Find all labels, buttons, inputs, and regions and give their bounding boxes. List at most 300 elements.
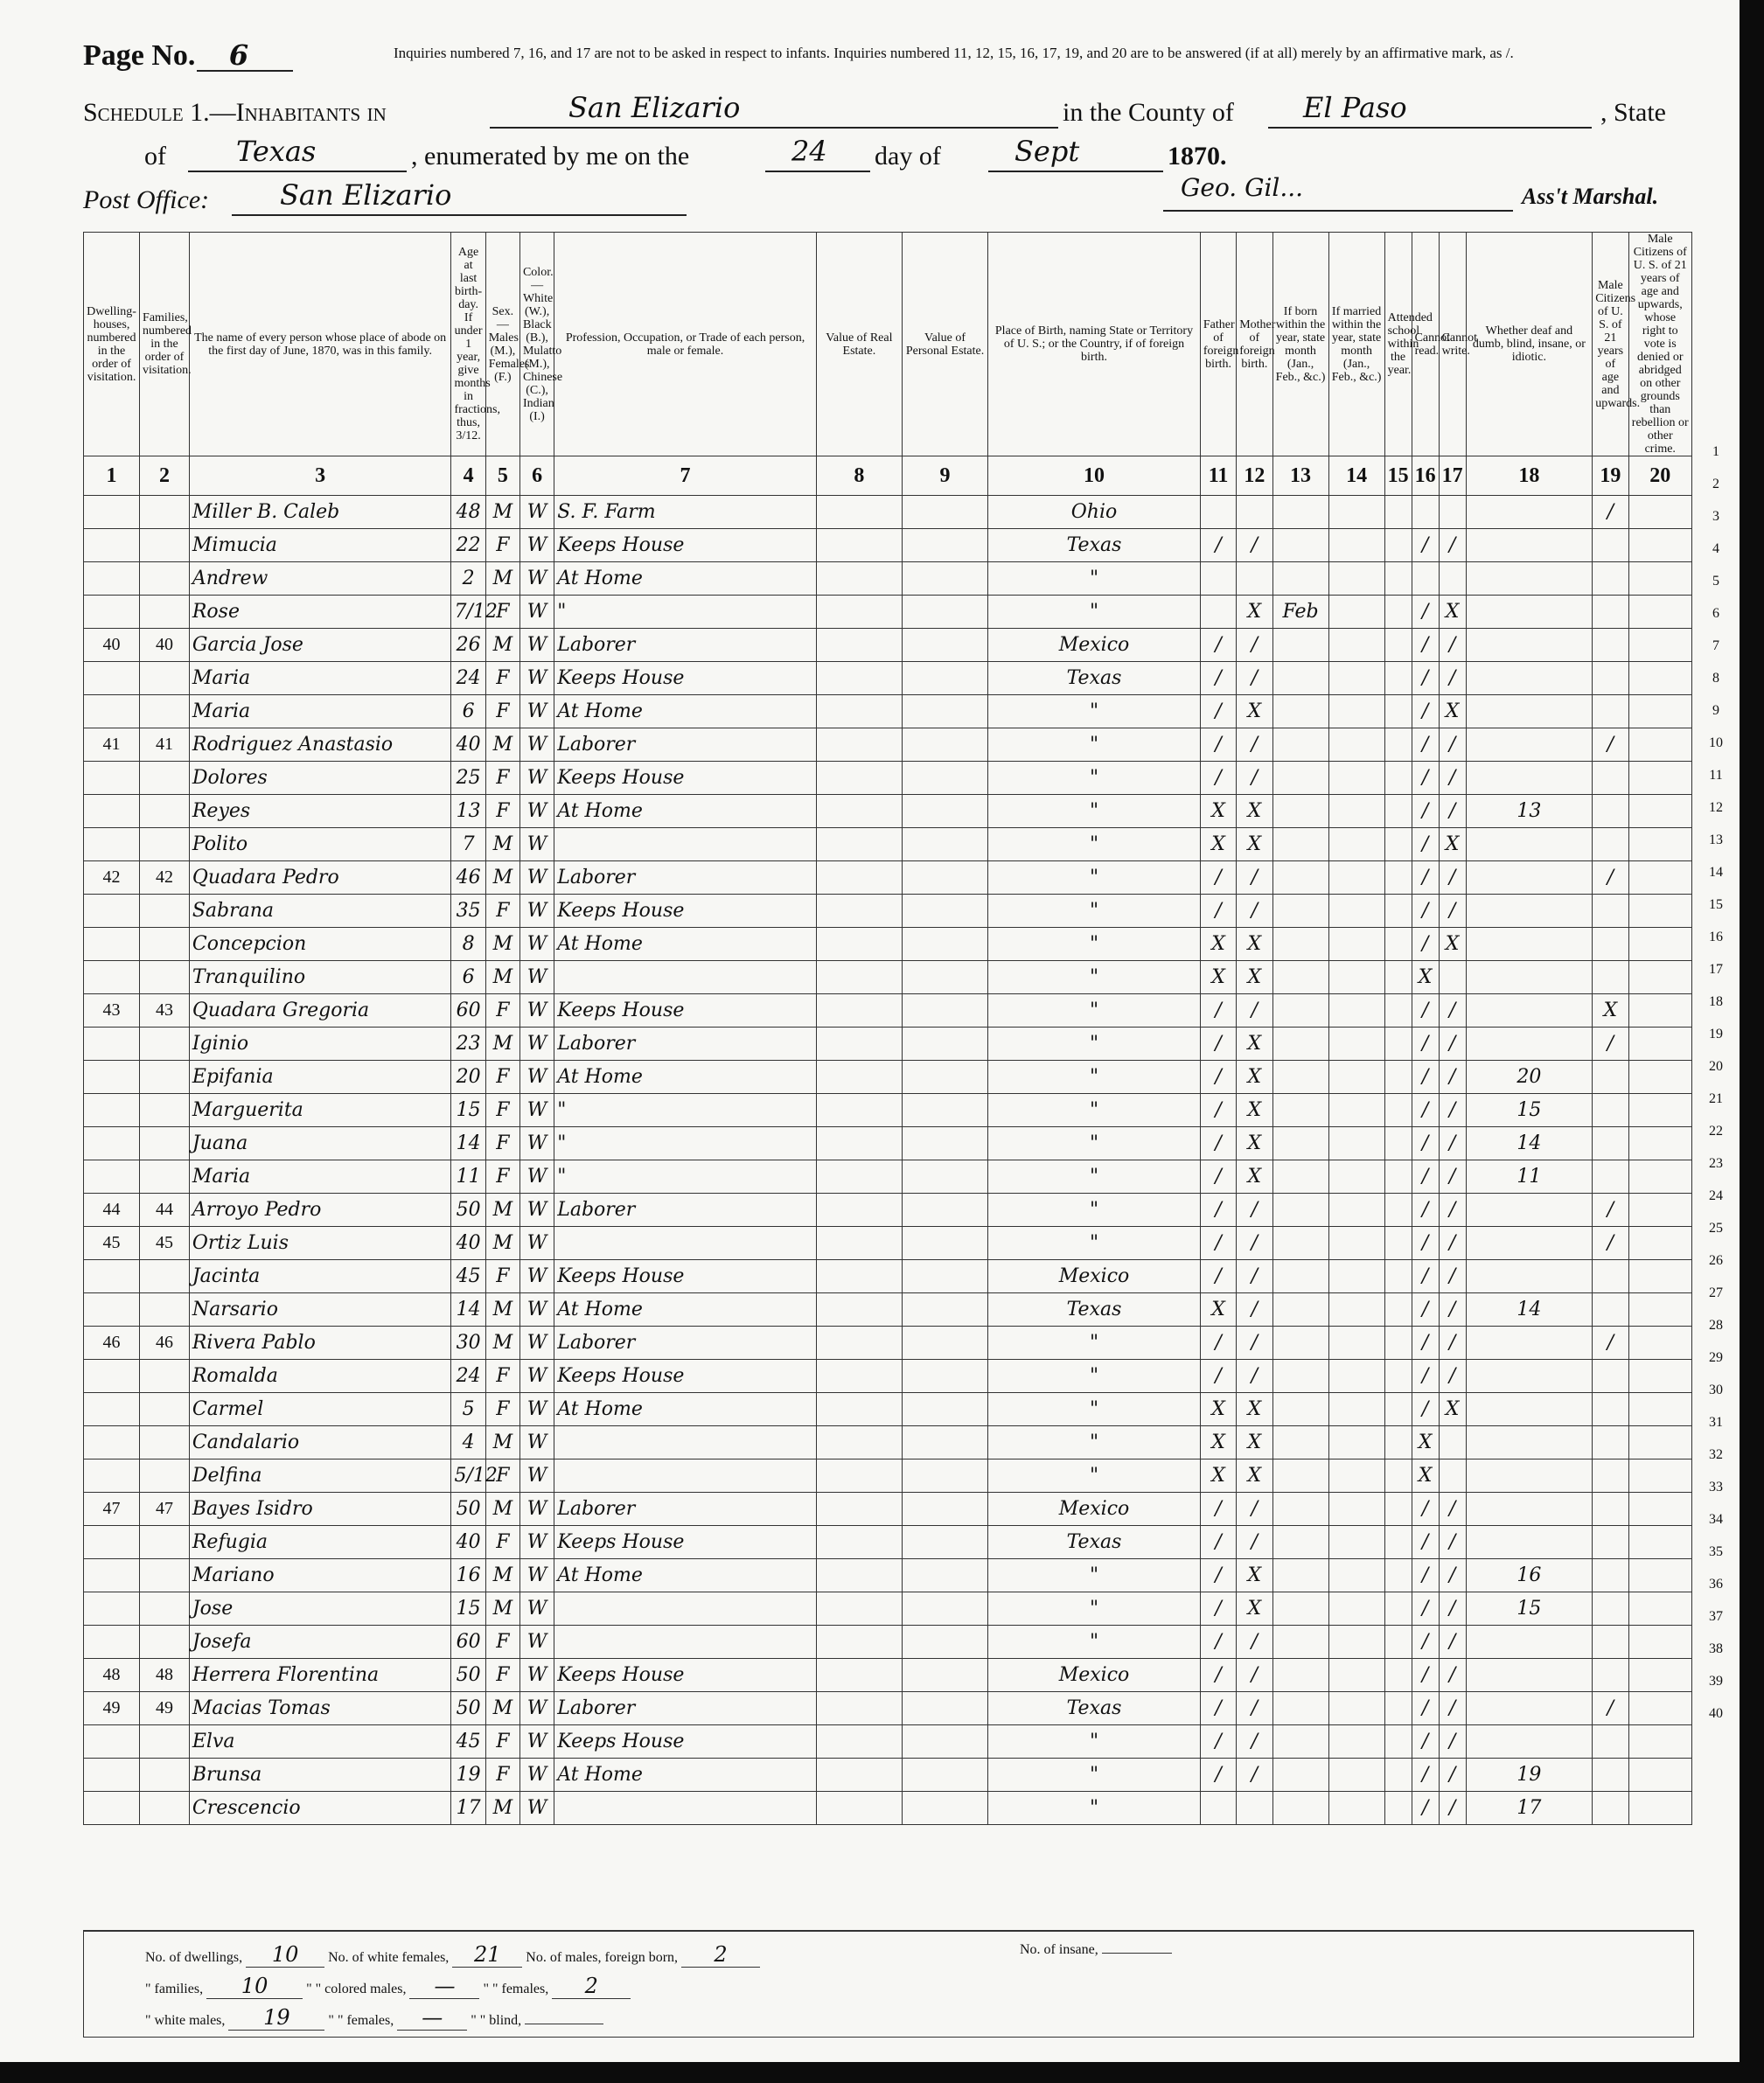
deaf-blind-insane: 14 [1466, 1293, 1593, 1327]
father-foreign: / [1200, 861, 1236, 895]
age: 50 [451, 1493, 485, 1526]
person-name: Bayes Isidro [189, 1493, 451, 1526]
sex: M [485, 961, 519, 994]
attended-school [1384, 1526, 1412, 1559]
line-number: 1 [1712, 444, 1719, 459]
married-within-year [1328, 1028, 1384, 1061]
male-citizen: / [1593, 861, 1628, 895]
sex: M [485, 1592, 519, 1626]
mother-foreign: X [1237, 928, 1272, 961]
male-citizen [1593, 1260, 1628, 1293]
age: 26 [451, 629, 485, 662]
color: W [519, 1227, 554, 1260]
birthplace: " [988, 1393, 1201, 1426]
age: 5 [451, 1393, 485, 1426]
dwelling-number [84, 762, 140, 795]
age: 40 [451, 728, 485, 762]
born-within-year: Feb [1272, 596, 1328, 629]
occupation: Keeps House [554, 1725, 817, 1759]
marshal-signature: Geo. Gil... [1181, 173, 1304, 202]
cannot-read: / [1412, 1725, 1439, 1759]
deaf-blind-insane: 11 [1466, 1160, 1593, 1194]
deaf-blind-insane [1466, 1659, 1593, 1692]
column-number-4: 4 [451, 456, 485, 496]
personal-estate-value [902, 1526, 987, 1559]
color: W [519, 1559, 554, 1592]
personal-estate-value [902, 828, 987, 861]
father-foreign: / [1200, 728, 1236, 762]
real-estate-value [816, 1493, 902, 1526]
male-citizen: / [1593, 728, 1628, 762]
deaf-blind-insane [1466, 1626, 1593, 1659]
occupation: Laborer [554, 1028, 817, 1061]
line-number: 40 [1709, 1706, 1723, 1721]
color: W [519, 1293, 554, 1327]
occupation: Laborer [554, 1194, 817, 1227]
state-label: , State [1600, 98, 1666, 127]
male-citizen [1593, 1127, 1628, 1160]
family-number [140, 1094, 190, 1127]
born-within-year [1272, 1227, 1328, 1260]
line-number: 11 [1709, 768, 1723, 783]
born-within-year [1272, 1759, 1328, 1792]
married-within-year [1328, 861, 1384, 895]
person-name: Reyes [189, 795, 451, 828]
dwelling-number [84, 1260, 140, 1293]
person-name: Rose [189, 596, 451, 629]
family-number [140, 828, 190, 861]
cannot-read: / [1412, 1260, 1439, 1293]
line-number: 35 [1709, 1544, 1723, 1559]
family-number: 43 [140, 994, 190, 1028]
vote-denied [1628, 1127, 1692, 1160]
line-number: 26 [1709, 1253, 1723, 1268]
sex: F [485, 1127, 519, 1160]
occupation: Laborer [554, 861, 817, 895]
dwelling-number [84, 1127, 140, 1160]
color: W [519, 1127, 554, 1160]
personal-estate-value [902, 1592, 987, 1626]
father-foreign: / [1200, 1260, 1236, 1293]
married-within-year [1328, 1792, 1384, 1825]
personal-estate-value [902, 662, 987, 695]
age: 48 [451, 496, 485, 529]
cannot-read: / [1412, 629, 1439, 662]
vote-denied [1628, 1792, 1692, 1825]
cannot-read: / [1412, 1360, 1439, 1393]
age: 13 [451, 795, 485, 828]
cannot-write: / [1439, 1526, 1466, 1559]
occupation: At Home [554, 1759, 817, 1792]
color: W [519, 1759, 554, 1792]
color: W [519, 1792, 554, 1825]
born-within-year [1272, 795, 1328, 828]
cannot-write: / [1439, 1227, 1466, 1260]
cannot-read: / [1412, 1792, 1439, 1825]
occupation [554, 1426, 817, 1459]
family-number [140, 1426, 190, 1459]
cannot-read: / [1412, 1194, 1439, 1227]
vote-denied [1628, 562, 1692, 596]
color: W [519, 928, 554, 961]
married-within-year [1328, 1327, 1384, 1360]
column-number-15: 15 [1384, 456, 1412, 496]
birthplace: " [988, 1426, 1201, 1459]
father-foreign: X [1200, 1459, 1236, 1493]
person-name: Dolores [189, 762, 451, 795]
enumerated-label: , enumerated by me on the [411, 142, 690, 171]
column-number-20: 20 [1628, 456, 1692, 496]
family-number [140, 1759, 190, 1792]
mother-foreign: X [1237, 961, 1272, 994]
birthplace: " [988, 728, 1201, 762]
cannot-read: / [1412, 1559, 1439, 1592]
birthplace: " [988, 1459, 1201, 1493]
birthplace: Texas [988, 529, 1201, 562]
cannot-read: / [1412, 1526, 1439, 1559]
deaf-blind-insane [1466, 529, 1593, 562]
born-within-year [1272, 1160, 1328, 1194]
real-estate-value [816, 662, 902, 695]
cannot-write [1439, 562, 1466, 596]
mother-foreign: / [1237, 529, 1272, 562]
dwelling-number [84, 1592, 140, 1626]
father-foreign: X [1200, 928, 1236, 961]
personal-estate-value [902, 695, 987, 728]
column-number-9: 9 [902, 456, 987, 496]
occupation [554, 1592, 817, 1626]
mother-foreign [1237, 1792, 1272, 1825]
age: 45 [451, 1260, 485, 1293]
personal-estate-value [902, 1692, 987, 1725]
real-estate-value [816, 1592, 902, 1626]
age: 14 [451, 1127, 485, 1160]
color: W [519, 1692, 554, 1725]
age: 60 [451, 994, 485, 1028]
vote-denied [1628, 1393, 1692, 1426]
personal-estate-value [902, 1028, 987, 1061]
sex: F [485, 1160, 519, 1194]
cannot-write: / [1439, 1061, 1466, 1094]
male-citizen: / [1593, 496, 1628, 529]
attended-school [1384, 1592, 1412, 1626]
male-citizen [1593, 1160, 1628, 1194]
personal-estate-value [902, 1360, 987, 1393]
attended-school [1384, 728, 1412, 762]
father-foreign [1200, 1792, 1236, 1825]
father-foreign: / [1200, 1327, 1236, 1360]
attended-school [1384, 1061, 1412, 1094]
married-within-year [1328, 895, 1384, 928]
mother-foreign: / [1237, 994, 1272, 1028]
column-header-17: Cannot write. [1439, 233, 1466, 456]
deaf-blind-insane [1466, 895, 1593, 928]
age: 50 [451, 1659, 485, 1692]
color: W [519, 1659, 554, 1692]
person-name: Jose [189, 1592, 451, 1626]
birthplace: Texas [988, 1293, 1201, 1327]
occupation: Laborer [554, 1327, 817, 1360]
family-number: 47 [140, 1493, 190, 1526]
married-within-year [1328, 961, 1384, 994]
father-foreign: / [1200, 1061, 1236, 1094]
male-citizen [1593, 961, 1628, 994]
real-estate-value [816, 1459, 902, 1493]
birthplace: " [988, 1725, 1201, 1759]
birthplace: Mexico [988, 1659, 1201, 1692]
birthplace: " [988, 828, 1201, 861]
birthplace: " [988, 1792, 1201, 1825]
real-estate-value [816, 928, 902, 961]
married-within-year [1328, 1459, 1384, 1493]
color: W [519, 1360, 554, 1393]
dwelling-number: 41 [84, 728, 140, 762]
father-foreign: / [1200, 994, 1236, 1028]
occupation [554, 1792, 817, 1825]
father-foreign: / [1200, 1160, 1236, 1194]
father-foreign: / [1200, 529, 1236, 562]
age: 24 [451, 1360, 485, 1393]
line-number: 22 [1709, 1124, 1723, 1139]
column-header-15: Attended school within the year. [1384, 233, 1412, 456]
cannot-write: / [1439, 1725, 1466, 1759]
birthplace: " [988, 1028, 1201, 1061]
dwelling-number [84, 1759, 140, 1792]
column-header-11: Father of foreign birth. [1200, 233, 1236, 456]
born-within-year [1272, 961, 1328, 994]
married-within-year [1328, 1692, 1384, 1725]
cannot-read: / [1412, 1061, 1439, 1094]
born-within-year [1272, 1626, 1328, 1659]
cannot-read: / [1412, 994, 1439, 1028]
married-within-year [1328, 994, 1384, 1028]
table-row [84, 1692, 1692, 1725]
age: 11 [451, 1160, 485, 1194]
cannot-read: / [1412, 795, 1439, 828]
married-within-year [1328, 1360, 1384, 1393]
scan-border-right [1740, 0, 1764, 2083]
real-estate-value [816, 496, 902, 529]
cannot-write: / [1439, 1792, 1466, 1825]
line-number: 16 [1709, 930, 1723, 944]
dwelling-number [84, 928, 140, 961]
family-number [140, 1260, 190, 1293]
birthplace: " [988, 1626, 1201, 1659]
birthplace: " [988, 762, 1201, 795]
age: 6 [451, 695, 485, 728]
color: W [519, 961, 554, 994]
married-within-year [1328, 529, 1384, 562]
mother-foreign: X [1237, 1393, 1272, 1426]
born-within-year [1272, 1293, 1328, 1327]
real-estate-value [816, 1293, 902, 1327]
age: 16 [451, 1559, 485, 1592]
born-within-year [1272, 895, 1328, 928]
line-number: 25 [1709, 1221, 1723, 1236]
line-number: 17 [1709, 962, 1723, 977]
county-label: in the County of [1063, 98, 1234, 127]
male-citizen: / [1593, 1194, 1628, 1227]
vote-denied [1628, 1592, 1692, 1626]
line-number: 33 [1709, 1480, 1723, 1494]
color: W [519, 795, 554, 828]
deaf-blind-insane [1466, 496, 1593, 529]
married-within-year [1328, 629, 1384, 662]
real-estate-value [816, 529, 902, 562]
age: 14 [451, 1293, 485, 1327]
column-header-12: Mother of foreign birth. [1237, 233, 1272, 456]
column-number-6: 6 [519, 456, 554, 496]
census-table [83, 232, 1692, 1825]
male-citizen [1593, 1759, 1628, 1792]
color: W [519, 1028, 554, 1061]
dwelling-number [84, 828, 140, 861]
person-name: Quadara Gregoria [189, 994, 451, 1028]
deaf-blind-insane [1466, 1459, 1593, 1493]
vote-denied [1628, 1160, 1692, 1194]
born-within-year [1272, 629, 1328, 662]
mother-foreign: / [1237, 1493, 1272, 1526]
age: 46 [451, 861, 485, 895]
male-citizen [1593, 1061, 1628, 1094]
deaf-blind-insane: 15 [1466, 1094, 1593, 1127]
real-estate-value [816, 762, 902, 795]
married-within-year [1328, 728, 1384, 762]
cannot-read: / [1412, 662, 1439, 695]
personal-estate-value [902, 994, 987, 1028]
cannot-write [1439, 496, 1466, 529]
family-number [140, 496, 190, 529]
vote-denied [1628, 496, 1692, 529]
occupation: At Home [554, 795, 817, 828]
sex: F [485, 662, 519, 695]
father-foreign: / [1200, 1692, 1236, 1725]
dwelling-number [84, 1028, 140, 1061]
personal-estate-value [902, 1227, 987, 1260]
real-estate-value [816, 629, 902, 662]
age: 5/12 [451, 1459, 485, 1493]
vote-denied [1628, 895, 1692, 928]
cannot-write: X [1439, 596, 1466, 629]
dwelling-number [84, 1725, 140, 1759]
person-name: Juana [189, 1127, 451, 1160]
birthplace: " [988, 1227, 1201, 1260]
dwelling-number: 49 [84, 1692, 140, 1725]
birthplace: Texas [988, 662, 1201, 695]
occupation: Keeps House [554, 1526, 817, 1559]
father-foreign: / [1200, 895, 1236, 928]
occupation [554, 828, 817, 861]
birthplace: " [988, 1759, 1201, 1792]
occupation: Keeps House [554, 994, 817, 1028]
deaf-blind-insane [1466, 562, 1593, 596]
personal-estate-value [902, 1194, 987, 1227]
birthplace: " [988, 861, 1201, 895]
father-foreign: / [1200, 1360, 1236, 1393]
attended-school [1384, 662, 1412, 695]
dwelling-number [84, 1094, 140, 1127]
married-within-year [1328, 1592, 1384, 1626]
male-citizen [1593, 1559, 1628, 1592]
cannot-read: / [1412, 895, 1439, 928]
father-foreign: / [1200, 1094, 1236, 1127]
color: W [519, 529, 554, 562]
age: 23 [451, 1028, 485, 1061]
mother-foreign: X [1237, 1559, 1272, 1592]
table-row [84, 695, 1692, 728]
column-number-16: 16 [1412, 456, 1439, 496]
sex: M [485, 1028, 519, 1061]
cannot-read: / [1412, 1028, 1439, 1061]
age: 22 [451, 529, 485, 562]
line-number: 24 [1709, 1188, 1723, 1203]
line-number: 30 [1709, 1383, 1723, 1397]
person-name: Mariano [189, 1559, 451, 1592]
cannot-write: / [1439, 728, 1466, 762]
attended-school [1384, 961, 1412, 994]
birthplace: " [988, 695, 1201, 728]
person-name: Josefa [189, 1626, 451, 1659]
attended-school [1384, 1360, 1412, 1393]
birthplace: " [988, 928, 1201, 961]
enumeration-day: 24 [791, 135, 827, 168]
table-row [84, 1759, 1692, 1792]
occupation: At Home [554, 562, 817, 596]
colored-males-count: — [409, 1974, 479, 1999]
birthplace: Mexico [988, 1493, 1201, 1526]
age: 24 [451, 662, 485, 695]
father-foreign: / [1200, 1493, 1236, 1526]
mother-foreign: / [1237, 762, 1272, 795]
table-row [84, 629, 1692, 662]
dwelling-number: 45 [84, 1227, 140, 1260]
born-within-year [1272, 1028, 1328, 1061]
dwelling-number [84, 662, 140, 695]
table-row [84, 1526, 1692, 1559]
father-foreign: / [1200, 1194, 1236, 1227]
family-number [140, 1028, 190, 1061]
dwelling-number: 42 [84, 861, 140, 895]
family-number [140, 662, 190, 695]
born-within-year [1272, 1127, 1328, 1160]
deaf-blind-insane: 16 [1466, 1559, 1593, 1592]
table-row [84, 1659, 1692, 1692]
personal-estate-value [902, 562, 987, 596]
line-number: 5 [1712, 574, 1719, 589]
born-within-year [1272, 1194, 1328, 1227]
column-number-2: 2 [140, 456, 190, 496]
personal-estate-value [902, 1559, 987, 1592]
line-number: 7 [1712, 638, 1719, 653]
column-number-13: 13 [1272, 456, 1328, 496]
person-name: Carmel [189, 1393, 451, 1426]
personal-estate-value [902, 1725, 987, 1759]
sex: F [485, 1526, 519, 1559]
attended-school [1384, 596, 1412, 629]
personal-estate-value [902, 1426, 987, 1459]
cannot-write: / [1439, 1194, 1466, 1227]
real-estate-value [816, 728, 902, 762]
real-estate-value [816, 828, 902, 861]
personal-estate-value [902, 1061, 987, 1094]
deaf-blind-insane [1466, 994, 1593, 1028]
personal-estate-value [902, 1293, 987, 1327]
birthplace: Mexico [988, 1260, 1201, 1293]
vote-denied [1628, 1459, 1692, 1493]
person-name: Candalario [189, 1426, 451, 1459]
cannot-write: / [1439, 1094, 1466, 1127]
male-citizen [1593, 1426, 1628, 1459]
